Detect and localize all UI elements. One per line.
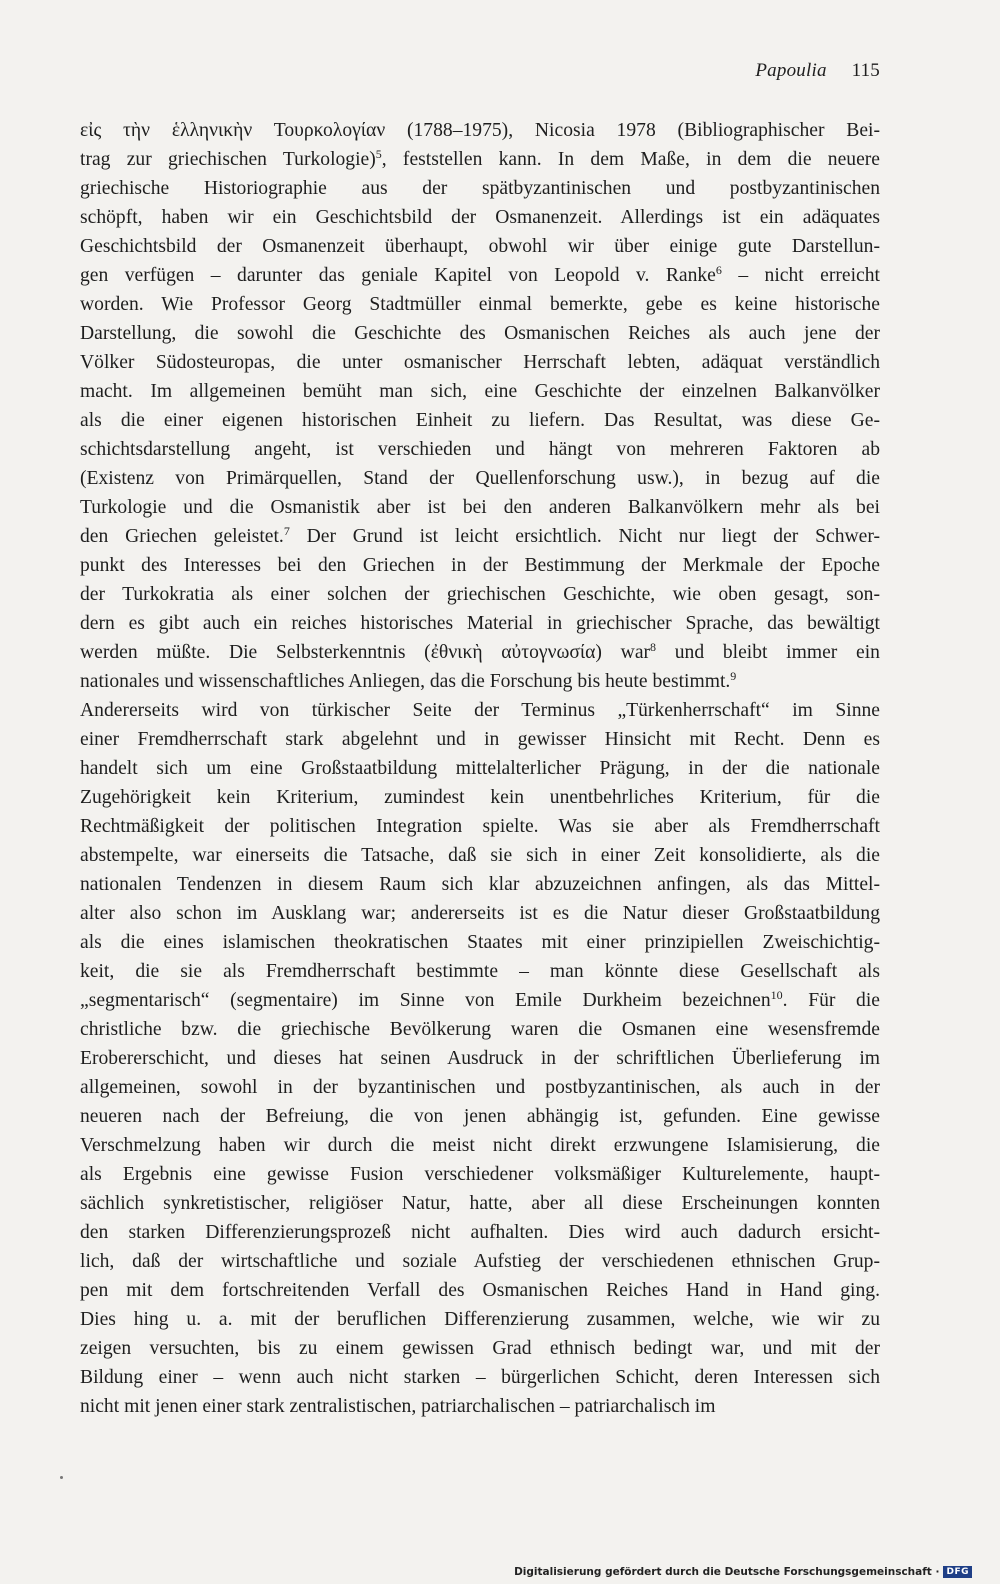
text-line [80,1131,880,1160]
text-line [80,638,880,667]
digitization-credit-text: Digitalisierung gefördert durch die Deutsche Forschungsgemeinschaft · [514,1566,940,1578]
text-line-content: nationalen Tendenzen in diesem Raum sich klar abzuzeichnen anfingen, als das Mittel- [80,874,880,895]
text-line [80,261,880,290]
text-line [80,551,880,580]
text-line [80,435,880,464]
text-line [80,841,880,870]
text-line-content: nicht mit jenen einer stark zentralistischen, patriarchalischen – patriarchalisch im [80,1396,716,1417]
text-line-content: den Griechen geleistet. [80,526,284,547]
text-line [80,493,880,522]
text-line-content: pen mit dem fortschreitenden Verfall des Osmanischen Reiches Hand in Hand ging. [80,1280,880,1301]
text-line-content: christliche bzw. die griechische Bevölkerung waren die Osmanen eine wesensfremde [80,1019,880,1040]
text-line [80,754,880,783]
text-line [80,319,880,348]
text-line-content: schichtsdarstellung angeht, ist verschieden und hängt von mehreren Faktoren ab [80,439,880,460]
text-line [80,1044,880,1073]
text-line-content: gen verfügen – darunter das geniale Kapitel von Leopold v. Ranke [80,265,716,286]
text-line-continuation: – nicht erreicht [721,265,880,286]
text-line [80,203,880,232]
text-line [80,1305,880,1334]
text-line-continuation: Der Grund ist leicht ersichtlich. Nicht nur liegt der Schwer- [289,526,880,547]
footnote-marker[interactable]: 5 [375,147,382,161]
text-line-content: werden müßte. Die Selbsterkenntnis (ἐθνικὴ αὐτογνωσία) war [80,642,651,663]
text-line-content: als die einer eigenen historischen Einheit zu liefern. Das Resultat, was diese Ge- [80,410,880,431]
text-line [80,406,880,435]
text-line [80,1218,880,1247]
text-line-content: allgemeinen, sowohl in der byzantinischen und postbyzantinischen, als auch in der [80,1077,880,1098]
text-line-continuation: . Für die [782,990,880,1011]
text-line-content: Bildung einer – wenn auch nicht starken – bürgerlichen Schicht, deren Interessen sich [80,1367,880,1388]
text-line [80,1015,880,1044]
text-line [80,1247,880,1276]
text-line-content: lich, daß der wirtschaftliche und soziale Aufstieg der verschiedenen ethnischen Grup- [80,1251,880,1272]
text-line-content: Zugehörigkeit kein Kriterium, zumindest kein unentbehrliches Kriterium, für die [80,787,880,808]
text-line-content: den starken Differenzierungsprozeß nicht aufhalten. Dies wird auch dadurch ersicht- [80,1222,880,1243]
text-line-content: neueren nach der Befreiung, die von jenen abhängig ist, gefunden. Eine gewisse [80,1106,880,1127]
text-line [80,1189,880,1218]
text-line [80,928,880,957]
text-line-content: Rechtmäßigkeit der politischen Integration spielte. Was sie aber als Fremdherrschaft [80,816,880,837]
text-line-content: Verschmelzung haben wir durch die meist nicht direkt erzwungene Islamisierung, die [80,1135,880,1156]
text-line [80,232,880,261]
text-line [80,609,880,638]
text-line-content: Andererseits wird von türkischer Seite der Terminus „Türkenherrschaft“ im Sinne [80,700,880,721]
text-line [80,464,880,493]
text-line-content: als die eines islamischen theokratischen Staates mit einer prinzipiellen Zweischichtig- [80,932,880,953]
text-line [80,522,880,551]
text-line [80,1276,880,1305]
text-line [80,377,880,406]
text-line-content: sächlich synkretistischer, religiöser Natur, hatte, aber all diese Erscheinungen konnten [80,1193,880,1214]
digitization-credit [514,1566,972,1578]
text-line [80,812,880,841]
text-line [80,957,880,986]
text-line-content: trag zur griechischen Turkologie) [80,149,376,170]
text-line-content: der Turkokratia als einer solchen der griechischen Geschichte, wie oben gesagt, son- [80,584,880,605]
text-line-content: macht. Im allgemeinen bemüht man sich, eine Geschichte der einzelnen Balkanvölker [80,381,880,402]
footnote-marker[interactable]: 9 [730,669,737,683]
dfg-logo: DFG [943,1566,972,1578]
text-line [80,145,880,174]
text-line-continuation: und bleibt immer ein [656,642,880,663]
text-line-content: schöpft, haben wir ein Geschichtsbild der Osmanenzeit. Allerdings ist ein adäquates [80,207,880,228]
text-line [80,870,880,899]
text-line [80,986,880,1015]
text-line-content: als Ergebnis eine gewisse Fusion verschiedener volksmäßiger Kulturelemente, haupt- [80,1164,880,1185]
text-line [80,580,880,609]
footnote-marker[interactable]: 6 [715,263,722,277]
text-line [80,174,880,203]
text-line-content: „segmentarisch“ (segmentaire) im Sinne von Emile Durkheim bezeichnen [80,990,771,1011]
body-text [80,116,880,1421]
text-line-content: (Existenz von Primärquellen, Stand der Quellenforschung usw.), in bezug auf die [80,468,880,489]
text-line [80,348,880,377]
text-line [80,1363,880,1392]
text-line-content: Turkologie und die Osmanistik aber ist bei den anderen Balkanvölkern mehr als bei [80,497,880,518]
footnote-marker[interactable]: 10 [770,988,783,1002]
text-line-content: keit, die sie als Fremdherrschaft bestimmte – man könnte diese Gesellschaft als [80,961,880,982]
text-line [80,899,880,928]
text-line-content: worden. Wie Professor Georg Stadtmüller einmal bemerkte, gebe es keine historische [80,294,880,315]
text-line [80,1392,880,1421]
text-line-content: punkt des Interesses bei den Griechen in der Bestimmung der Merkmale der Epoche [80,555,880,576]
text-line-content: zeigen versuchten, bis zu einem gewissen Grad ethnisch bedingt war, und mit der [80,1338,880,1359]
text-line-content: Darstellung, die sowohl die Geschichte des Osmanischen Reiches als auch jene der [80,323,880,344]
text-line [80,1102,880,1131]
scan-speck [60,1476,63,1479]
text-line [80,1160,880,1189]
footnote-marker[interactable]: 7 [283,524,290,538]
text-line [80,783,880,812]
text-line [80,116,880,145]
text-line-content: dern es gibt auch ein reiches historisches Material in griechischer Sprache, das bewältigt [80,613,880,634]
text-line-content: Völker Südosteuropas, die unter osmanischer Herrschaft lebten, adäquat verständlich [80,352,880,373]
text-line-content: handelt sich um eine Großstaatbildung mittelalterlicher Prägung, in der die nationale [80,758,880,779]
text-line-content: εἰς τὴν ἑλληνικὴν Τουρκολογίαν (1788–1975), Nicosia 1978 (Bibliographischer Bei- [80,120,880,141]
text-line-content: Dies hing u. a. mit der beruflichen Differenzierung zusammen, welche, wie wir zu [80,1309,880,1330]
text-line-content: Erobererschicht, und dieses hat seinen Ausdruck in der schriftlichen Überlieferung im [80,1048,880,1069]
text-line [80,1334,880,1363]
text-line [80,1073,880,1102]
text-line [80,290,880,319]
text-line-continuation: , feststellen kann. In dem Maße, in dem die neuere [381,149,880,170]
text-line [80,696,880,725]
page-number: 115 [851,60,880,81]
text-line [80,725,880,754]
running-header-author: Papoulia [755,60,827,81]
text-line-content: einer Fremdherrschaft stark abgelehnt und in gewisser Hinsicht mit Recht. Denn es [80,729,880,750]
running-header [755,60,880,82]
text-line-content: alter also schon im Ausklang war; andererseits ist es die Natur dieser Großstaatbildung [80,903,880,924]
text-line-content: Geschichtsbild der Osmanenzeit überhaupt, obwohl wir über einige gute Darstellun- [80,236,880,257]
text-line-content: griechische Historiographie aus der spätbyzantinischen und postbyzantinischen [80,178,880,199]
text-line-content: nationales und wissenschaftliches Anliegen, das die Forschung bis heute bestimmt. [80,671,731,692]
text-line-content: abstempelte, war einerseits die Tatsache, daß sie sich in einer Zeit konsolidierte, als die [80,845,880,866]
text-line [80,667,880,696]
footnote-marker[interactable]: 8 [650,640,657,654]
